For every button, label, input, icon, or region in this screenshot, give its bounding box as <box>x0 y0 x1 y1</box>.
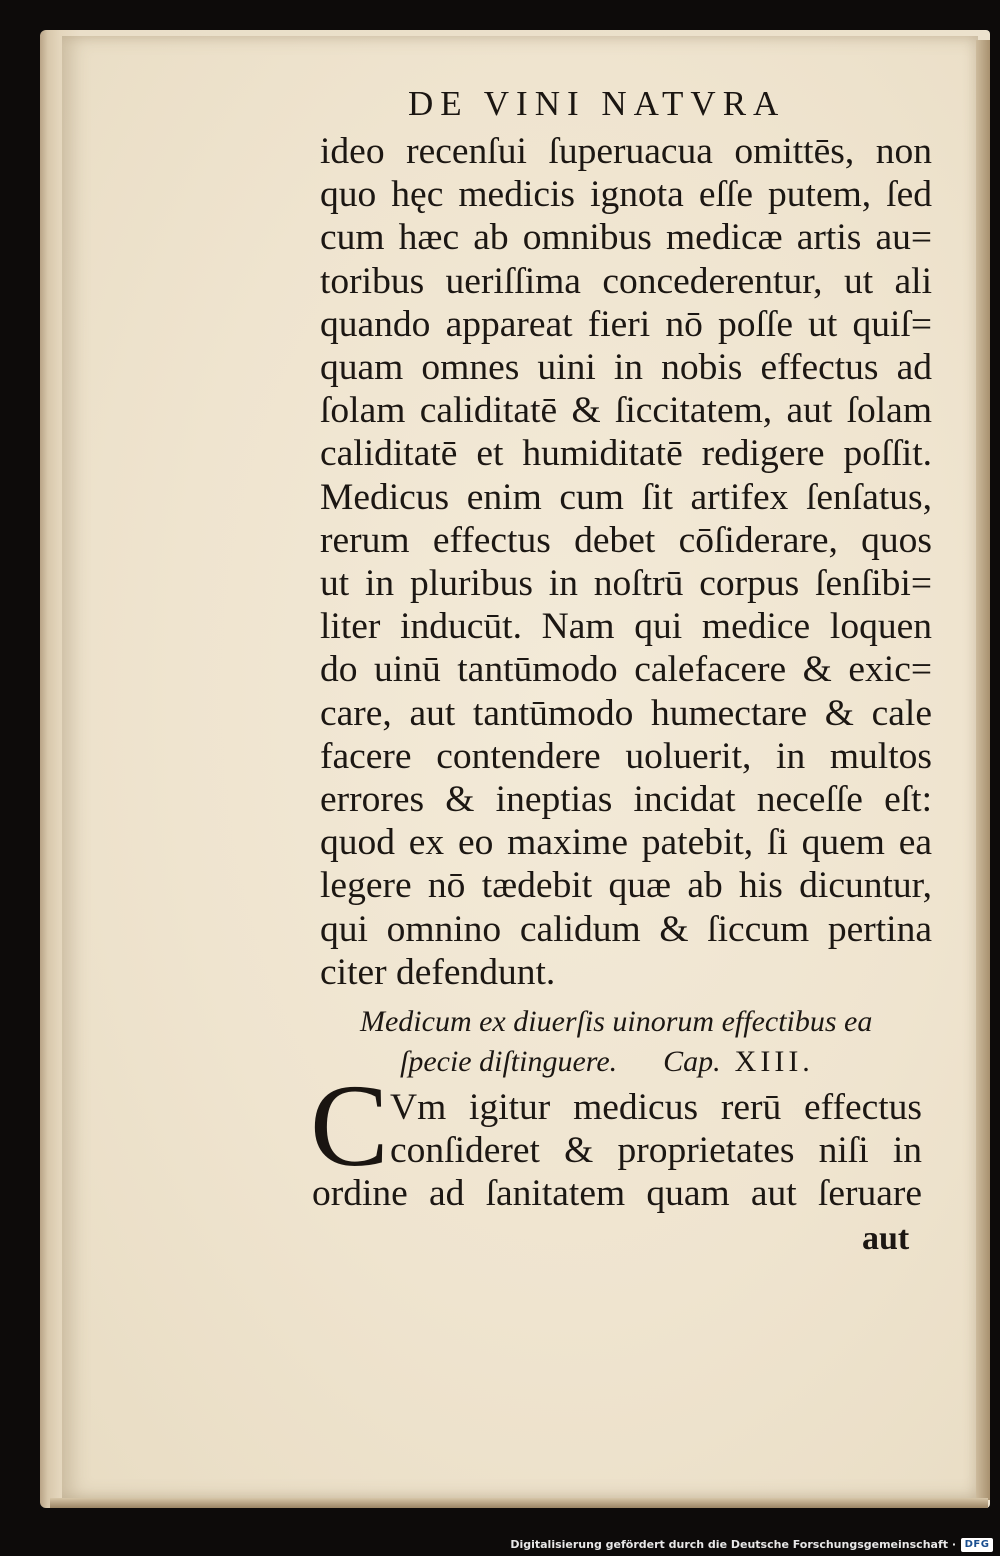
funding-credit: Digitalisierung gefördert durch die Deutsche Forschungsgemeinschaft · <box>510 1538 956 1551</box>
text-line: ut in pluribus in noſtrū corpus ſenſibi= <box>320 563 932 605</box>
text-line: care, aut tantūmodo humectare & cale <box>320 692 932 734</box>
chapter-title-line <box>360 1042 900 1082</box>
page-fore-edge <box>976 40 990 1500</box>
running-head: DE VINI NATVRA <box>408 84 786 123</box>
chapter-indented-text <box>390 1086 922 1172</box>
text-line: Vm igitur medicus rerū effectus <box>390 1087 922 1128</box>
text-line: liter inducūt. Nam qui medice loquen <box>320 606 932 648</box>
text-line: errores & ineptias incidat neceſſe eſt: <box>320 779 932 821</box>
chapter-title-text: ſpecie diſtinguere. <box>400 1045 618 1078</box>
text-line: cum hæc ab omnibus medicæ artis au= <box>320 217 932 259</box>
text-line: quam omnes uini in nobis effectus ad <box>320 347 932 389</box>
chapter-title-line: Medicum ex diuerſis uinorum effectibus ea <box>360 1005 873 1038</box>
page-bottom-edge <box>50 1498 988 1508</box>
text-line: conſideret & proprietates niſi in <box>390 1130 922 1171</box>
text-line: ideo recenſui ſuperuacua omittēs, non <box>320 131 932 172</box>
text-line: ordine ad ſanitatem quam aut ſeruare <box>312 1173 922 1214</box>
text-line: rerum effectus debet cōſiderare, quos <box>320 519 932 561</box>
text-line: quod ex eo maxime patebit, ſi quem ea <box>320 822 932 864</box>
chapter-label: Cap. <box>663 1045 721 1078</box>
drop-cap-initial: C <box>310 1060 389 1191</box>
text-line: citer defendunt. <box>320 951 556 993</box>
text-line: quo hęc medicis ignota eſſe putem, ſed <box>320 174 932 216</box>
text-line: caliditatē et humiditatē redigere poſſit. <box>320 433 932 475</box>
text-line: ſolam caliditatē & ſiccitatem, aut ſolam <box>320 390 932 432</box>
text-line: toribus ueriſſima concederentur, ut ali <box>320 260 932 302</box>
text-line: Medicus enim cum ſit artifex ſenſatus, <box>320 476 932 518</box>
text-line: do uinū tantūmodo calefacere & exic= <box>320 649 932 691</box>
chapter-heading <box>360 1002 900 1082</box>
text-line: qui omnino calidum & ſiccum pertina <box>320 908 932 950</box>
chapter-number: XIII. <box>734 1045 814 1078</box>
catchword: aut <box>862 1220 910 1257</box>
text-line: facere contendere uoluerit, in multos <box>320 735 932 777</box>
text-line: legere nō tædebit quæ ab his dicuntur, <box>320 865 932 907</box>
text-line: quando appareat fieri nō poſſe ut quiſ= <box>320 303 932 345</box>
dfg-logo-badge: DFG <box>961 1538 993 1552</box>
body-text <box>320 130 932 994</box>
